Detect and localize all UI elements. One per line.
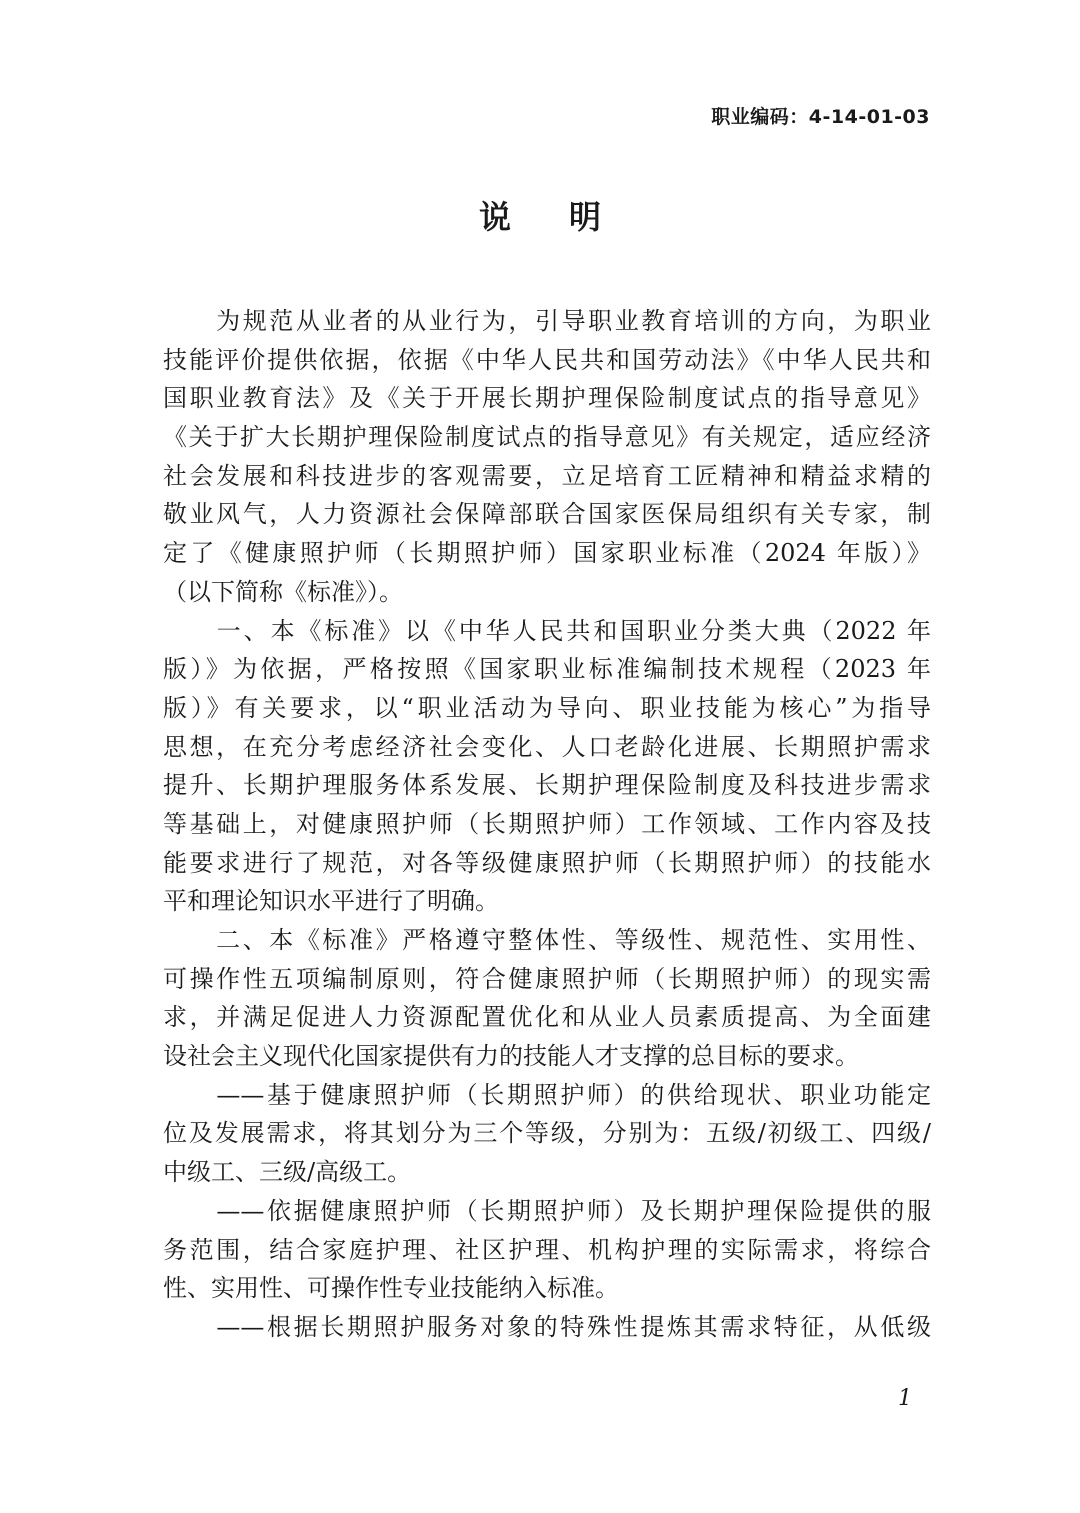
text-line: 思想，在充分考虑经济社会变化、人口老龄化进展、长期照护需求 [163,732,931,761]
text-line: 求，并满足促进人力资源配置优化和从业人员素质提高、为全面建 [163,1003,931,1032]
text-line: 性、实用性、可操作性专业技能纳入标准。 [163,1274,619,1303]
text-line: 版）》有关要求，以“职业活动为导向、职业技能为核心”为指导 [163,693,931,722]
text-line: 定了《健康照护师（长期照护师）国家职业标准（2024 年版）》 [163,539,931,568]
text-line: 能要求进行了规范，对各等级健康照护师（长期照护师）的技能水 [163,848,931,877]
text-line: 一、本《标准》以《中华人民共和国职业分类大典（2022 年 [163,616,931,645]
text-line: 为规范从业者的从业行为，引导职业教育培训的方向，为职业 [163,307,931,335]
page-title: 说明 [478,198,659,236]
text-line: 中级工、三级/高级工。 [163,1158,412,1187]
text-line: 等基础上，对健康照护师（长期照护师）工作领域、工作内容及技 [163,809,931,838]
text-line: 可操作性五项编制原则，符合健康照护师（长期照护师）的现实需 [163,964,931,993]
text-line: （以下简称《标准》）。 [163,577,403,606]
text-line: 务范围，结合家庭护理、社区护理、机构护理的实际需求，将综合 [163,1235,931,1264]
text-line: ——依据健康照护师（长期照护师）及长期护理保险提供的服 [163,1196,931,1225]
text-line: ——基于健康照护师（长期照护师）的供给现状、职业功能定 [163,1080,931,1109]
body-text [163,302,931,1347]
occupation-code: 职业编码：4-14-01-03 [711,106,930,128]
text-line: 《关于扩大长期护理保险制度试点的指导意见》有关规定，适应经济 [163,423,931,452]
page-number: 1 [898,1386,912,1411]
text-line: 国职业教育法》及《关于开展长期护理保险制度试点的指导意见》 [163,384,931,413]
text-line: ——根据长期照护服务对象的特殊性提炼其需求特征，从低级 [163,1312,931,1341]
text-line: 版）》为依据，严格按照《国家职业标准编制技术规程（2023 年 [163,655,931,684]
text-line: 位及发展需求，将其划分为三个等级，分别为：五级/初级工、四级/ [163,1119,931,1148]
text-line: 技能评价提供依据，依据《中华人民共和国劳动法》《中华人民共和 [163,345,931,374]
text-line: 社会发展和科技进步的客观需要，立足培育工匠精神和精益求精的 [163,461,931,490]
text-line: 二、本《标准》严格遵守整体性、等级性、规范性、实用性、 [163,926,931,954]
text-line: 设社会主义现代化国家提供有力的技能人才支撑的总目标的要求。 [163,1042,859,1071]
text-line: 平和理论知识水平进行了明确。 [163,887,499,916]
text-line: 敬业风气，人力资源社会保障部联合国家医保局组织有关专家，制 [163,500,931,529]
text-line: 提升、长期护理服务体系发展、长期护理保险制度及科技进步需求 [163,771,931,800]
